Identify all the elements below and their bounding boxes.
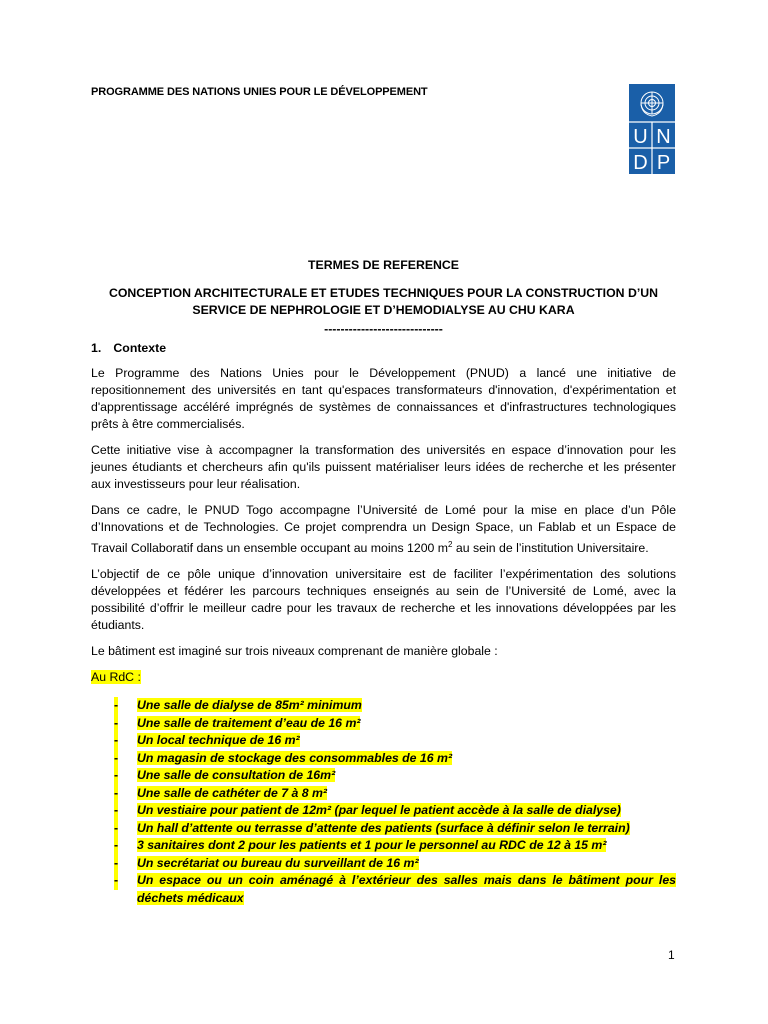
paragraph-3 <box>91 502 676 557</box>
list-item <box>91 715 676 733</box>
list-item-text: Une salle de traitement d’eau de 16 m² <box>137 715 361 730</box>
paragraph-3-end: au sein de l’institution Universitaire. <box>452 541 649 556</box>
list-item-text: Un local technique de 16 m² <box>137 733 300 748</box>
bullet-dash: - <box>114 785 118 803</box>
paragraph-3-text: Dans ce cadre, le PNUD Togo accompagne l’Université de Lomé pour la mise en place d’un Pôle d’Innovations et de Technologies. Ce projet comprendra un Design Space, un Fablab et un Espace de Travail Collaboratif dans un ensemble occupant au moins 1200 m <box>91 503 676 556</box>
logo-letter-n: N <box>656 126 671 148</box>
list-item <box>91 697 676 715</box>
superscript-2: 2 <box>448 540 453 549</box>
rdc-label <box>91 669 676 686</box>
bullet-dash: - <box>114 820 118 838</box>
bullet-dash: - <box>114 855 118 873</box>
list-item <box>91 872 676 907</box>
list-item-text: 3 sanitaires dont 2 pour les patients et 1 pour le personnel au RDC de 12 à 15 m² <box>137 838 607 853</box>
list-item <box>91 732 676 750</box>
list-item <box>91 855 676 873</box>
list-item-text: Une salle de consultation de 16m² <box>137 768 336 783</box>
paragraph-4: L’objectif de ce pôle unique d’innovation universitaire est de faciliter l’expérimentation des solutions développées et fédérer les parcours techniques enseignés au sein de l’Université de Lomé, avec la possibilité d’offrir le meilleur cadre pour les travaux de recherche et les innovations développées par les étudiants. <box>91 567 676 633</box>
bullet-dash: - <box>114 750 118 768</box>
list-item <box>91 785 676 803</box>
document-body <box>91 257 676 907</box>
paragraph-2: Cette initiative vise à accompagner la transformation des universités en espace d’innovation pour les jeunes étudiants et chercheurs afin qu'ils puissent matérialiser leurs idées de recherche et les présenter aux investisseurs pour leur réalisation. <box>91 443 676 491</box>
section-heading-contexte <box>91 340 676 357</box>
document-type: TERMES DE REFERENCE <box>308 258 459 272</box>
bullet-dash: - <box>114 872 118 890</box>
title-separator: ----------------------------- <box>324 322 443 336</box>
list-item-text: Une salle de cathéter de 7 à 8 m² <box>137 785 328 800</box>
logo-letter-d: D <box>633 152 648 174</box>
list-item <box>91 820 676 838</box>
logo-letter-p: P <box>656 152 671 174</box>
bullet-dash: - <box>114 767 118 785</box>
section-title: Contexte <box>113 341 167 355</box>
document-title: CONCEPTION ARCHITECTURALE ET ETUDES TECHNIQUES POUR LA CONSTRUCTION D’UN SERVICE DE NEPHROLOGIE ET D’HEMODIALYSE AU CHU KARA <box>108 286 659 317</box>
undp-logo <box>629 84 675 174</box>
list-item-text: Un espace ou un coin aménagé à l’extérieur des salles mais dans le bâtiment pour les déchets médicaux <box>137 873 676 905</box>
list-item-text: Un hall d’attente ou terrasse d’attente des patients (surface à définir selon le terrain) <box>137 820 630 835</box>
organization-name: PROGRAMME DES NATIONS UNIES POUR LE DÉVELOPPEMENT <box>91 86 428 98</box>
bullet-dash: - <box>114 837 118 855</box>
page-number: 1 <box>668 948 675 962</box>
bullet-dash: - <box>114 715 118 733</box>
list-item-text: Un vestiaire pour patient de 12m² (par lequel le patient accède à la salle de dialyse) <box>137 803 621 818</box>
list-item-text: Un magasin de stockage des consommables de 16 m² <box>137 750 453 765</box>
paragraph-5: Le bâtiment est imaginé sur trois niveaux comprenant de manière globale : <box>91 644 498 659</box>
paragraph-1: Le Programme des Nations Unies pour le Développement (PNUD) a lancé une initiative de repositionnement des universités en tant qu'espaces transformateurs d'innovation, d'expérimentation et d'apprentissage accéléré imprégnés de systèmes de connaissances et d'infrastructures technologiques prêts à être commercialisés. <box>91 366 676 431</box>
bullet-dash: - <box>114 697 118 715</box>
logo-letter-u: U <box>633 126 648 148</box>
bullet-dash: - <box>114 802 118 820</box>
list-item <box>91 802 676 820</box>
list-item-text: Une salle de dialyse de 85m² minimum <box>137 698 362 713</box>
list-item <box>91 750 676 768</box>
rdc-list <box>91 697 676 907</box>
list-item <box>91 837 676 855</box>
rdc-label-text: Au RdC : <box>91 670 141 685</box>
list-item-text: Un secrétariat ou bureau du surveillant de 16 m² <box>137 855 419 870</box>
list-item <box>91 767 676 785</box>
bullet-dash: - <box>114 732 118 750</box>
section-number: 1. <box>91 341 102 355</box>
